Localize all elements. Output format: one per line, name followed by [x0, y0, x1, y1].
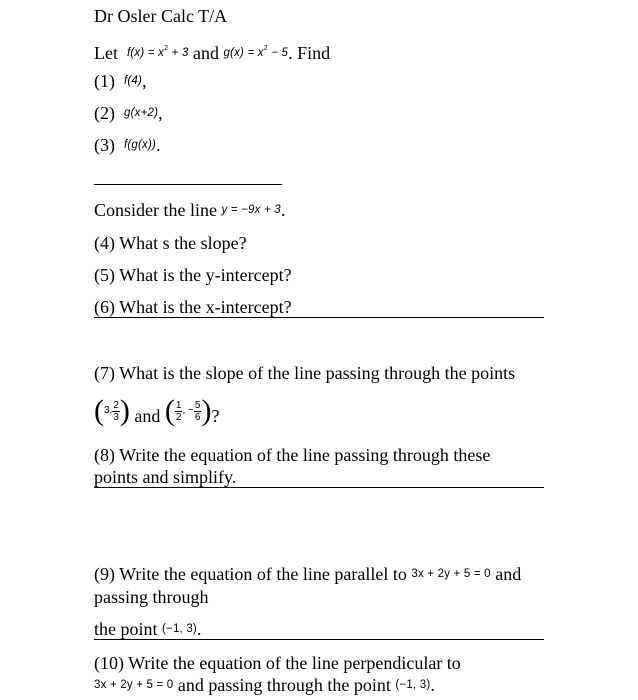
question-9-line2: passing through	[94, 587, 209, 607]
question-6: (6) What is the x-intercept?	[94, 297, 292, 317]
question-1: (1) f(4),	[94, 71, 147, 91]
divider-3	[94, 639, 544, 640]
question-7-points: ( 3, $\frac{2}{3}$ ) and ( $\frac{1}{2}$ , − $\frac{5}{6}$ ) ?	[94, 394, 220, 427]
question-9-line3: the point (−1, 3).	[94, 619, 202, 639]
line-equation: y = −9x + 3	[221, 204, 281, 216]
definitions-line	[94, 38, 330, 64]
let-word: Let	[94, 43, 118, 63]
f-definition: $f(x) = x^2 + 3$	[127, 45, 189, 59]
and-word: and	[192, 43, 219, 63]
point-1: ( 3, $\frac{2}{3}$ )	[94, 394, 130, 427]
and-word-7: and	[134, 405, 161, 426]
consider-line: Consider the line y = −9x + 3.	[94, 200, 286, 220]
q1-expression: f(4)	[124, 75, 143, 87]
question-4: (4) What s the slope?	[94, 233, 247, 253]
q9-equation: 3x + 2y + 5 = 0	[411, 568, 491, 580]
g-definition: $g(x) = x^2 - 5$	[223, 45, 289, 59]
question-2: (2) g(x+2),	[94, 103, 163, 123]
question-10-line2: 3x + 2y + 5 = 0 and passing through the point (−1, 3).	[94, 675, 435, 695]
question-8-line2: points and simplify.	[94, 467, 237, 487]
question-5: (5) What is the y-intercept?	[94, 265, 292, 285]
question-3: (3) f(g(x)).	[94, 135, 161, 155]
divider-1	[94, 317, 544, 318]
q3-expression: f(g(x))	[124, 139, 157, 151]
divider-2	[94, 487, 544, 488]
page-title: Dr Osler Calc T/A	[94, 6, 228, 26]
q2-expression: g(x+2)	[124, 107, 159, 119]
find-word: . Find	[288, 43, 331, 63]
question-9-line1: (9) Write the equation of the line parallel to 3x + 2y + 5 = 0 and	[94, 564, 522, 584]
q9-point: (−1, 3)	[162, 623, 197, 635]
q10-equation: 3x + 2y + 5 = 0	[94, 679, 174, 691]
divider-short	[94, 184, 282, 185]
question-10-line1: (10) Write the equation of the line perpendicular to	[94, 653, 461, 673]
question-8-line1: (8) Write the equation of the line passing through these	[94, 445, 491, 465]
question-7: (7) What is the slope of the line passing through the points	[94, 363, 516, 383]
q10-point: (−1, 3)	[395, 679, 431, 691]
point-2: ( $\frac{1}{2}$ , − $\frac{5}{6}$ )	[164, 394, 212, 427]
